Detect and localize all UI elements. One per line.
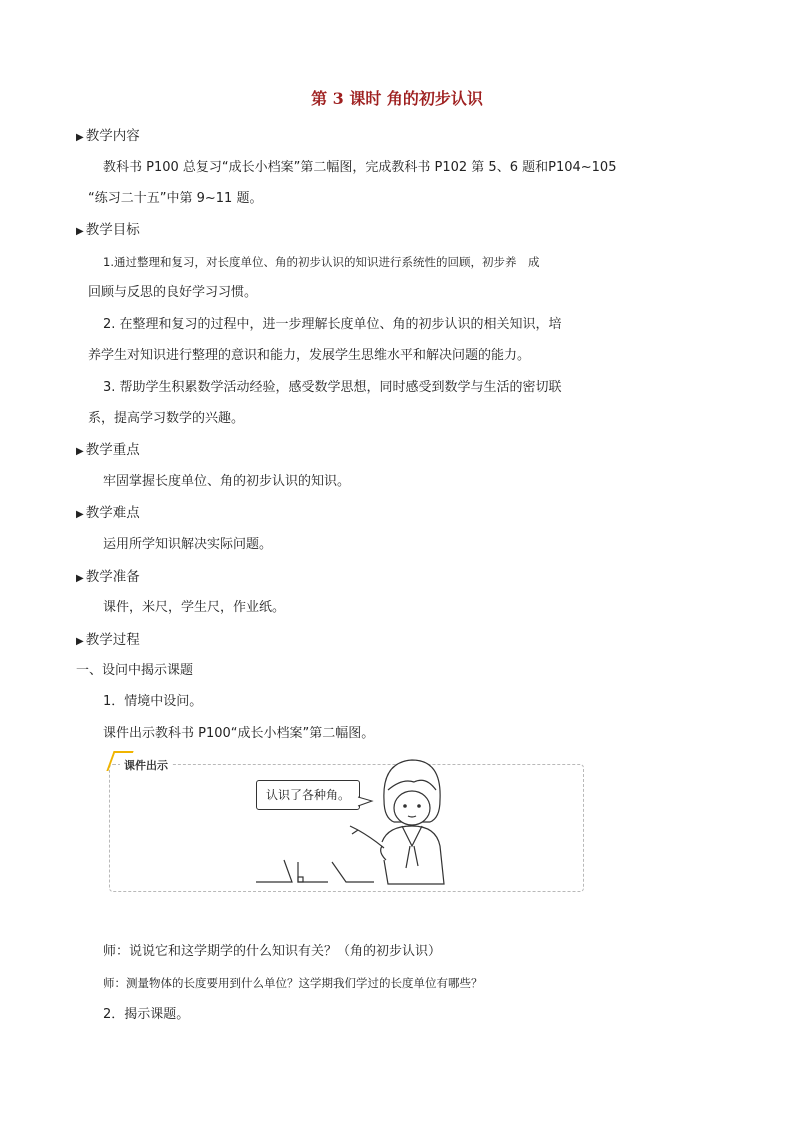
goal-line: 1.通过整理和复习，对长度单位、角的初步认识的知识进行系统性的回顾，初步养 成 bbox=[103, 255, 540, 269]
triangle-bullet-icon: ▶ bbox=[76, 226, 84, 237]
triangle-bullet-icon: ▶ bbox=[76, 636, 84, 647]
process-step: 2．揭示课题。 bbox=[103, 1007, 190, 1022]
process-text: 课件出示教科书 P100“成长小档案”第二幅图。 bbox=[103, 726, 375, 741]
content-line: 教科书 P100 总复习“成长小档案”第二幅图，完成教科书 P102 第 5、6 题和P104~105 bbox=[103, 160, 617, 175]
acute-angle-icon bbox=[256, 860, 292, 882]
section-label: 教学难点 bbox=[85, 505, 140, 521]
triangle-bullet-icon: ▶ bbox=[76, 446, 84, 457]
goal-line: 系，提高学习数学的兴趣。 bbox=[88, 411, 245, 426]
speech-bubble: 认识了各种角。 bbox=[256, 780, 360, 810]
triangle-bullet-icon: ▶ bbox=[76, 509, 84, 520]
difficulty-text: 运用所学知识解决实际问题。 bbox=[103, 537, 273, 552]
angle-shapes bbox=[256, 860, 374, 882]
teacher-question: 师：测量物体的长度要用到什么单位？这学期我们学过的长度单位有哪些？ bbox=[103, 976, 483, 990]
section-label: 教学内容 bbox=[85, 128, 140, 144]
goal-line: 3. 帮助学生积累数学活动经验，感受数学思想，同时感受到数学与生活的密切联 bbox=[103, 380, 562, 395]
girl-icon bbox=[350, 760, 444, 884]
prep-text: 课件，米尺，学生尺，作业纸。 bbox=[103, 600, 286, 615]
teacher-question: 师：说说它和这学期学的什么知识有关？（角的初步认识） bbox=[103, 944, 442, 959]
right-angle-marker bbox=[298, 877, 303, 882]
section-label: 教学准备 bbox=[85, 569, 140, 585]
section-label: 教学重点 bbox=[85, 442, 140, 458]
obtuse-angle-icon bbox=[332, 862, 374, 882]
courseware-label: 课件出示 bbox=[120, 757, 172, 773]
process-step: 1．情境中设问。 bbox=[103, 694, 203, 709]
goal-line: 养学生对知识进行整理的意识和能力，发展学生思维水平和解决问题的能力。 bbox=[88, 348, 531, 363]
process-part-heading: 一、设问中揭示课题 bbox=[76, 663, 194, 678]
triangle-bullet-icon: ▶ bbox=[76, 132, 84, 143]
triangle-bullet-icon: ▶ bbox=[76, 573, 84, 584]
section-label: 教学目标 bbox=[85, 222, 140, 238]
goal-line: 回顾与反思的良好学习习惯。 bbox=[88, 285, 258, 300]
section-label: 教学过程 bbox=[85, 632, 140, 648]
page-title: 第 3 课时 角的初步认识 bbox=[311, 89, 483, 108]
key-text: 牢固掌握长度单位、角的初步认识的知识。 bbox=[103, 474, 351, 489]
content-line: “练习二十五”中第 9~11 题。 bbox=[88, 191, 263, 206]
bubble-tail bbox=[358, 797, 372, 806]
goal-line: 2. 在整理和复习的过程中，进一步理解长度单位、角的初步认识的相关知识，培 bbox=[103, 317, 562, 332]
